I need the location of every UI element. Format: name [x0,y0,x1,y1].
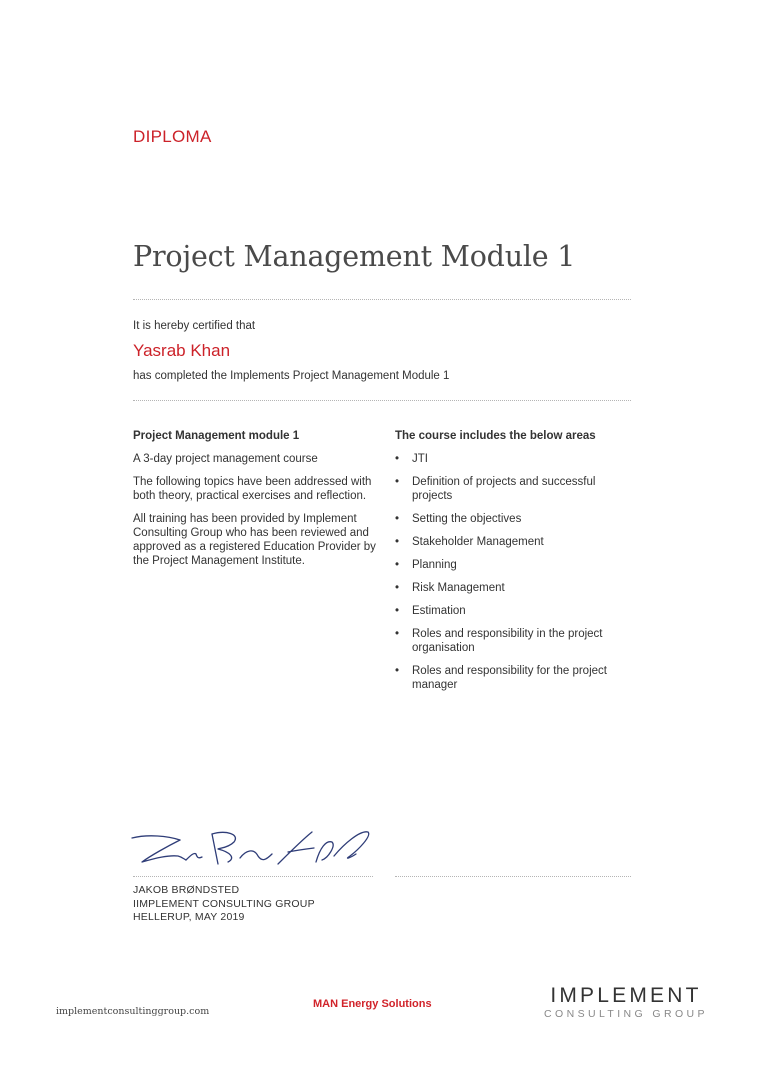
bullet-icon: • [395,536,400,548]
areas-list [395,452,635,692]
areas-heading: The course includes the below areas [395,430,596,442]
bullet-icon: • [395,476,400,488]
page-title: Project Management Module 1 [133,240,576,273]
signatory-place-date: HELLERUP, MAY 2019 [133,911,245,923]
list-item: • Roles and responsibility for the project manager [395,665,607,691]
bullet-icon: • [395,453,400,465]
signature-line-left [133,876,373,877]
list-item: • Planning [395,559,457,571]
company-logo [536,985,716,1021]
completion-statement: has completed the Implements Project Management Module 1 [133,370,450,382]
certified-text: It is hereby certified that [133,320,256,332]
logo-main-text: IMPLEMENT [550,984,702,1007]
signatory-block [133,884,315,925]
logo-sub-text: CONSULTING GROUP [544,1008,708,1020]
signatory-organization: IIMPLEMENT CONSULTING GROUP [133,897,315,910]
divider-middle [133,400,631,401]
course-paragraph: A 3-day project management course [133,453,318,465]
list-item: • JTI [395,453,428,465]
recipient-name: Yasrab Khan [133,341,231,360]
list-item: • Risk Management [395,582,505,594]
course-heading: Project Management module 1 [133,430,300,442]
course-paragraph: The following topics have been addressed with both theory, practical exercises and reflection. [133,476,372,502]
bullet-icon: • [395,582,400,594]
bullet-icon: • [395,513,400,525]
list-item: • Stakeholder Management [395,536,544,548]
course-areas [395,430,635,701]
bullet-icon: • [395,559,400,571]
divider-top [133,299,631,300]
bullet-icon: • [395,628,400,640]
signatory-name: JAKOB BRØNDSTED [133,884,240,896]
diploma-label: DIPLOMA [133,127,212,146]
footer-sponsor: MAN Energy Solutions [313,998,432,1010]
bullet-icon: • [395,665,400,677]
list-item: • Setting the objectives [395,513,522,525]
course-paragraph: All training has been provided by Implement Consulting Group who has been reviewed and approved as a registered Education Provider by the Project Management Institute. [133,513,376,567]
list-item: • Estimation [395,605,466,617]
footer-website: implementconsultinggroup.com [56,1006,210,1017]
list-item: • Definition of projects and successful projects [395,476,596,502]
signature-icon [128,822,378,882]
course-description [133,430,378,577]
signature-line-right [395,876,631,877]
list-item: • Roles and responsibility in the project organisation [395,628,603,654]
bullet-icon: • [395,605,400,617]
